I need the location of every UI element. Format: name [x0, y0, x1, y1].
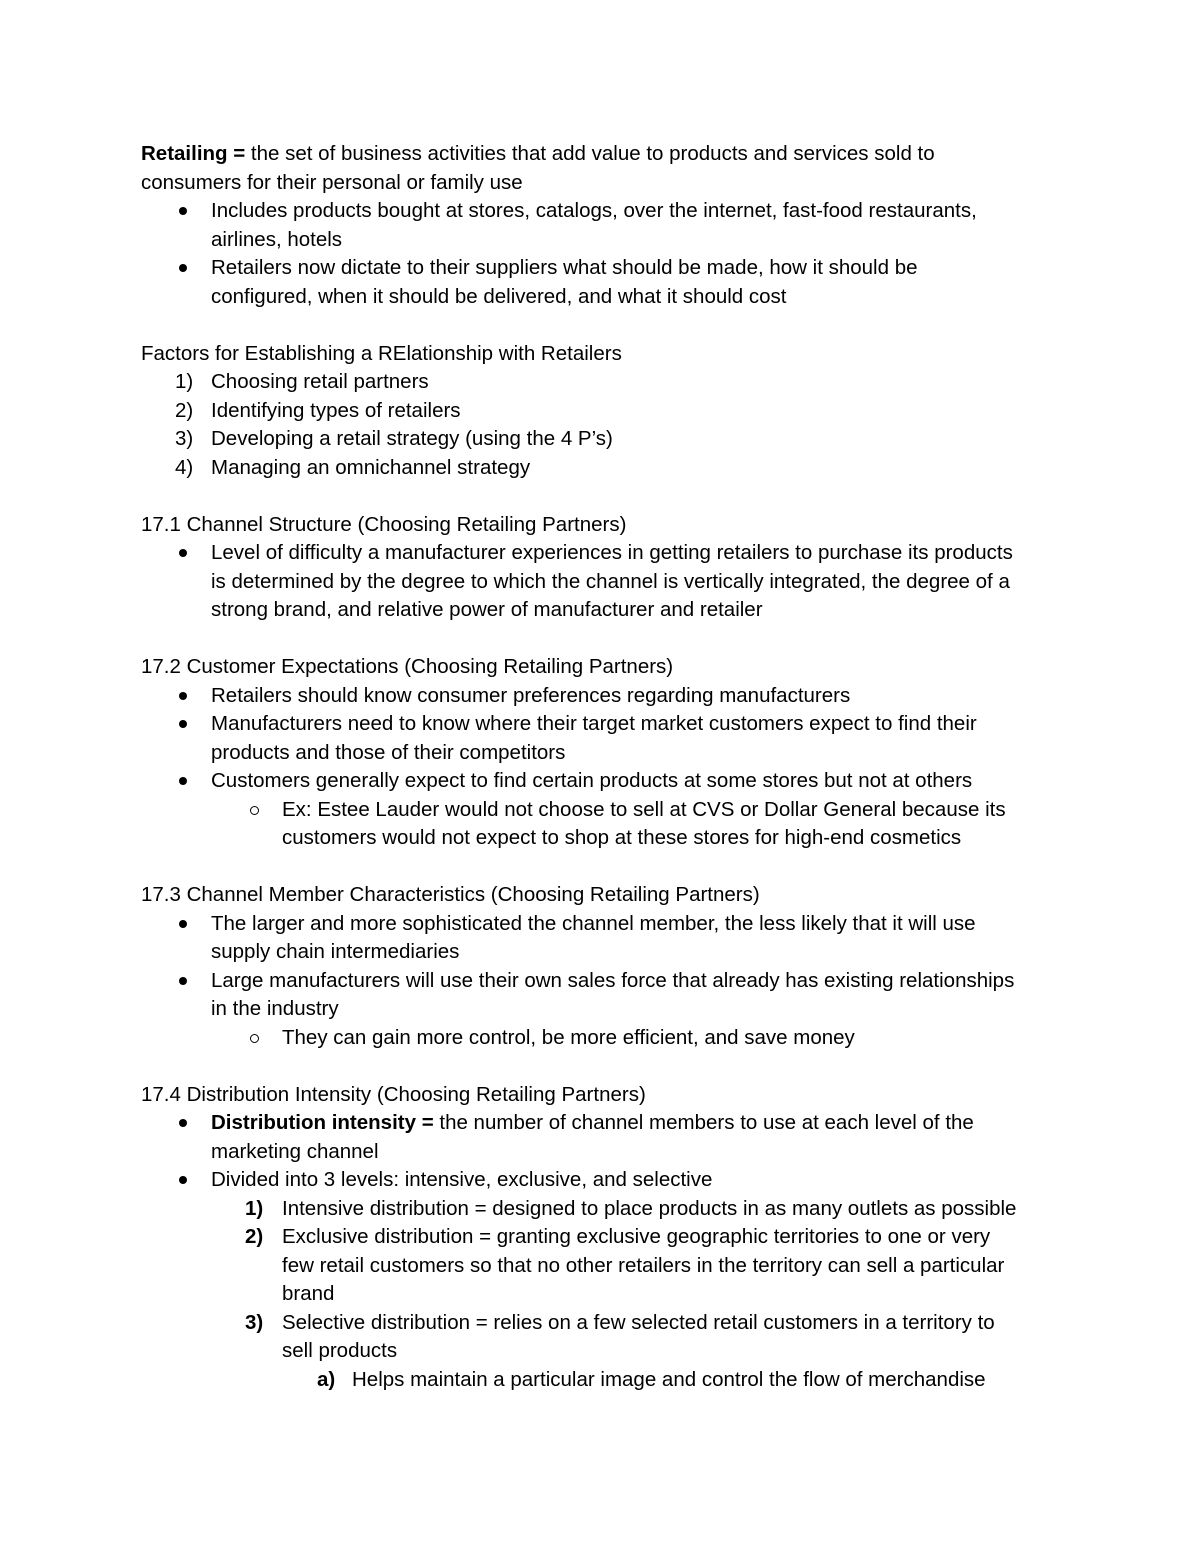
item-number: 3): [245, 1310, 264, 1334]
list-item: [141, 910, 1071, 967]
list-item-text: sell products: [282, 1339, 398, 1362]
section-heading-17-1: 17.1 Channel Structure (Choosing Retailing Partners): [141, 512, 627, 536]
list-item-text: airlines, hotels: [211, 227, 343, 251]
lettered-item: [141, 1366, 1071, 1395]
list-item-text: marketing channel: [211, 1139, 379, 1163]
item-number: 2): [175, 398, 194, 422]
list-item: [141, 967, 1071, 1024]
item-number: 2): [245, 1225, 264, 1248]
circle-bullet-icon: [250, 806, 259, 815]
list-item: [141, 1109, 1071, 1166]
list-item-text: Managing an omnichannel strategy: [211, 455, 531, 479]
retailing-term: Retailing =: [141, 142, 246, 165]
list-item-text: Identifying types of retailers: [211, 398, 461, 422]
list-item-text: [211, 1109, 1071, 1138]
list-item: [141, 1166, 1071, 1195]
numbered-item: [141, 397, 1071, 426]
list-item-text: Choosing retail partners: [211, 370, 429, 393]
list-item-text: Intensive distribution = designed to place products in as many outlets as possible: [282, 1196, 1017, 1220]
bullet-icon: [179, 1119, 187, 1127]
numbered-item: [141, 368, 1071, 397]
list-item-text: Exclusive distribution = granting exclusive geographic territories to one or very: [282, 1225, 991, 1248]
list-item: [141, 682, 1071, 711]
bullet-icon: [179, 549, 187, 557]
list-item-text: Large manufacturers will use their own sales force that already has existing relationships: [211, 968, 1015, 992]
list-item-text: few retail customers so that no other retailers in the territory can sell a particular: [282, 1253, 1005, 1277]
numbered-item: [141, 454, 1071, 483]
circle-bullet-icon: [250, 1034, 259, 1043]
list-item-text: Manufacturers need to know where their target market customers expect to find their: [211, 712, 977, 735]
list-item-text: The larger and more sophisticated the channel member, the less likely that it will use: [211, 911, 976, 935]
item-letter: a): [317, 1367, 336, 1391]
bullet-icon: [179, 264, 187, 272]
list-item-text: Customers generally expect to find certain products at some stores but not at others: [211, 769, 973, 792]
list-item-text: products and those of their competitors: [211, 740, 566, 764]
list-item-text: supply chain intermediaries: [211, 940, 460, 963]
list-item-text: Level of difficulty a manufacturer experiences in getting retailers to purchase its products: [211, 541, 1013, 564]
bullet-icon: [179, 977, 187, 985]
sub-list-item: [141, 1024, 1071, 1053]
list-item-text: Developing a retail strategy (using the 4 P’s): [211, 427, 613, 450]
bullet-icon: [179, 720, 187, 728]
section-heading-17-4: 17.4 Distribution Intensity (Choosing Retailing Partners): [141, 1082, 646, 1106]
distribution-intensity-term: Distribution intensity =: [211, 1111, 434, 1134]
list-item-text: Includes products bought at stores, catalogs, over the internet, fast-food restaurants,: [211, 199, 977, 222]
retailing-definition: [141, 140, 1071, 169]
numbered-item: [141, 1195, 1071, 1224]
list-item: [141, 710, 1071, 767]
list-item-text: in the industry: [211, 997, 339, 1020]
list-item-text: Ex: Estee Lauder would not choose to sell at CVS or Dollar General because its: [282, 797, 1006, 821]
document-page: [141, 140, 1071, 1394]
item-number: 4): [175, 455, 194, 479]
list-item-text: Retailers now dictate to their suppliers what should be made, how it should be: [211, 256, 918, 279]
item-number: 3): [175, 427, 194, 450]
numbered-item: [141, 1223, 1071, 1309]
sub-list-item: [141, 796, 1071, 853]
list-item-text: is determined by the degree to which the channel is vertically integrated, the degree of a: [211, 569, 1010, 593]
bullet-icon: [179, 920, 187, 928]
list-item-text: strong brand, and relative power of manufacturer and retailer: [211, 598, 763, 621]
retailing-definition-cont: consumers for their personal or family use: [141, 170, 523, 194]
section-heading-17-2: 17.2 Customer Expectations (Choosing Retailing Partners): [141, 655, 674, 678]
list-item: [141, 767, 1071, 796]
list-item-text: Selective distribution = relies on a few selected retail customers in a territory to: [282, 1310, 995, 1334]
definition-text: the number of channel members to use at each level of the: [433, 1111, 974, 1134]
list-item-text: Helps maintain a particular image and control the flow of merchandise: [352, 1367, 986, 1391]
item-number: 1): [175, 370, 194, 393]
list-item: [141, 197, 1071, 254]
retailing-definition-text: the set of business activities that add value to products and services sold to: [245, 142, 935, 165]
list-item-text: Retailers should know consumer preferences regarding manufacturers: [211, 683, 851, 707]
list-item-text: They can gain more control, be more efficient, and save money: [282, 1025, 855, 1049]
numbered-item: [141, 425, 1071, 454]
bullet-icon: [179, 692, 187, 700]
list-item: [141, 539, 1071, 625]
item-number: 1): [245, 1196, 264, 1220]
list-item-text: configured, when it should be delivered, and what it should cost: [211, 284, 787, 308]
list-item-text: brand: [282, 1282, 335, 1305]
numbered-item: [141, 1309, 1071, 1366]
list-item-text: customers would not expect to shop at these stores for high-end cosmetics: [282, 826, 962, 849]
list-item-text: Divided into 3 levels: intensive, exclusive, and selective: [211, 1168, 713, 1191]
bullet-icon: [179, 777, 187, 785]
factors-heading: Factors for Establishing a RElationship with Retailers: [141, 341, 622, 365]
list-item: [141, 254, 1071, 311]
bullet-icon: [179, 1176, 187, 1184]
section-heading-17-3: 17.3 Channel Member Characteristics (Choosing Retailing Partners): [141, 883, 760, 906]
bullet-icon: [179, 207, 187, 215]
